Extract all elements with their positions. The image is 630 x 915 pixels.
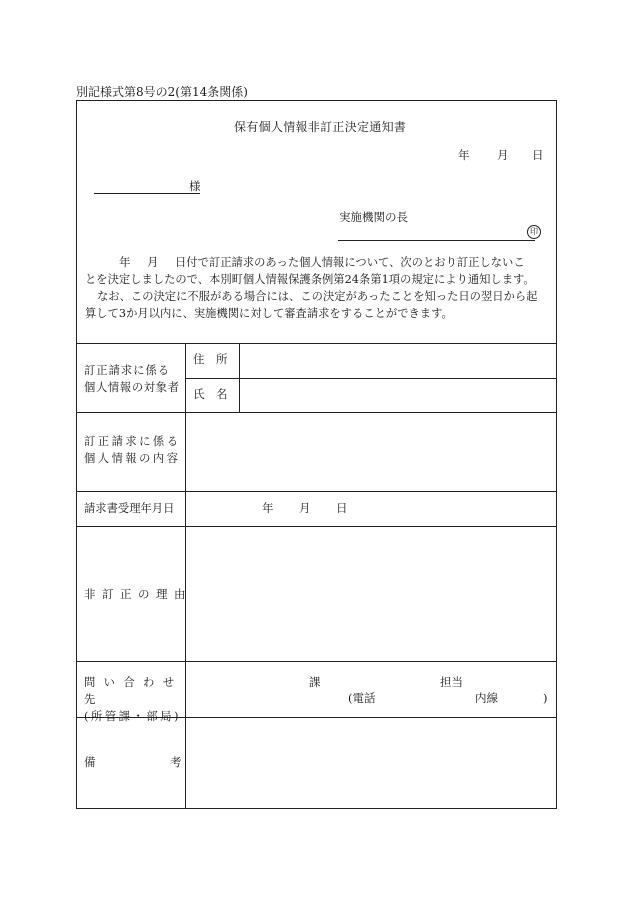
issuer-label: 実施機関の長 bbox=[339, 210, 408, 224]
reason-field[interactable] bbox=[186, 527, 556, 661]
content-row-label bbox=[84, 433, 179, 467]
name-label: 氏 名 bbox=[193, 387, 228, 401]
issue-date-year: 年 bbox=[458, 148, 470, 162]
subject-label-line2: 個人情報の対象者 bbox=[84, 381, 179, 394]
issue-date-day: 日 bbox=[532, 148, 544, 162]
seal-mark: 印 bbox=[527, 225, 541, 239]
contact-label-line2: (所管課・部局) bbox=[84, 710, 179, 723]
content-label-line1: 訂正請求に係る bbox=[84, 435, 179, 448]
form-title: 保有個人情報非訂正決定通知書 bbox=[234, 120, 407, 134]
contact-label-line1: 問い合わせ先 bbox=[84, 676, 179, 706]
contact-phone-close: ) bbox=[543, 691, 548, 705]
subject-label-line1: 訂正請求に係る bbox=[84, 364, 171, 377]
remarks-label-end: 考 bbox=[170, 755, 182, 769]
remarks-label-start: 備 bbox=[84, 755, 96, 769]
notice-form bbox=[76, 100, 557, 809]
content-label-line2: 個人情報の内容 bbox=[84, 452, 179, 465]
remarks-field[interactable] bbox=[186, 718, 556, 808]
body-line1: 日付で訂正請求のあった個人情報について、次のとおり訂正しないこ bbox=[175, 256, 525, 269]
body-month: 月 bbox=[147, 255, 159, 269]
issuer-signature-line[interactable] bbox=[338, 240, 535, 241]
address-label: 住 所 bbox=[193, 352, 228, 366]
body-year: 年 bbox=[119, 255, 131, 269]
form-reference: 別記様式第8号の2(第14条関係) bbox=[76, 85, 248, 99]
contact-section-label: 課 bbox=[309, 675, 321, 689]
received-day: 日 bbox=[336, 501, 348, 515]
contact-person-label: 担当 bbox=[440, 675, 463, 689]
issue-date-month: 月 bbox=[497, 148, 509, 162]
received-year: 年 bbox=[262, 501, 274, 515]
content-field[interactable] bbox=[186, 413, 556, 491]
contact-field[interactable] bbox=[186, 662, 556, 717]
address-field[interactable] bbox=[240, 344, 556, 378]
subject-row-label bbox=[84, 362, 179, 396]
body-line4: 算して3か月以内に、実施機関に対して審査請求をすることができます。 bbox=[85, 307, 453, 320]
reason-row-label: 非訂正の理由 bbox=[84, 587, 192, 601]
addressee-line[interactable] bbox=[94, 193, 200, 194]
body-line3: なお、この決定に不服がある場合には、この決定があったことを知った日の翌日から起 bbox=[97, 290, 538, 303]
received-month: 月 bbox=[299, 501, 311, 515]
addressee-suffix: 様 bbox=[189, 179, 201, 193]
contact-extension-label: 内線 bbox=[475, 691, 498, 705]
contact-phone-open: (電話 bbox=[348, 691, 376, 705]
row-divider-2 bbox=[77, 491, 556, 492]
body-line2: とを決定しましたので、本別町個人情報保護条例第24条第1項の規定により通知します。 bbox=[85, 273, 535, 286]
name-field[interactable] bbox=[240, 379, 556, 412]
received-row-label: 請求書受理年月日 bbox=[84, 502, 175, 515]
